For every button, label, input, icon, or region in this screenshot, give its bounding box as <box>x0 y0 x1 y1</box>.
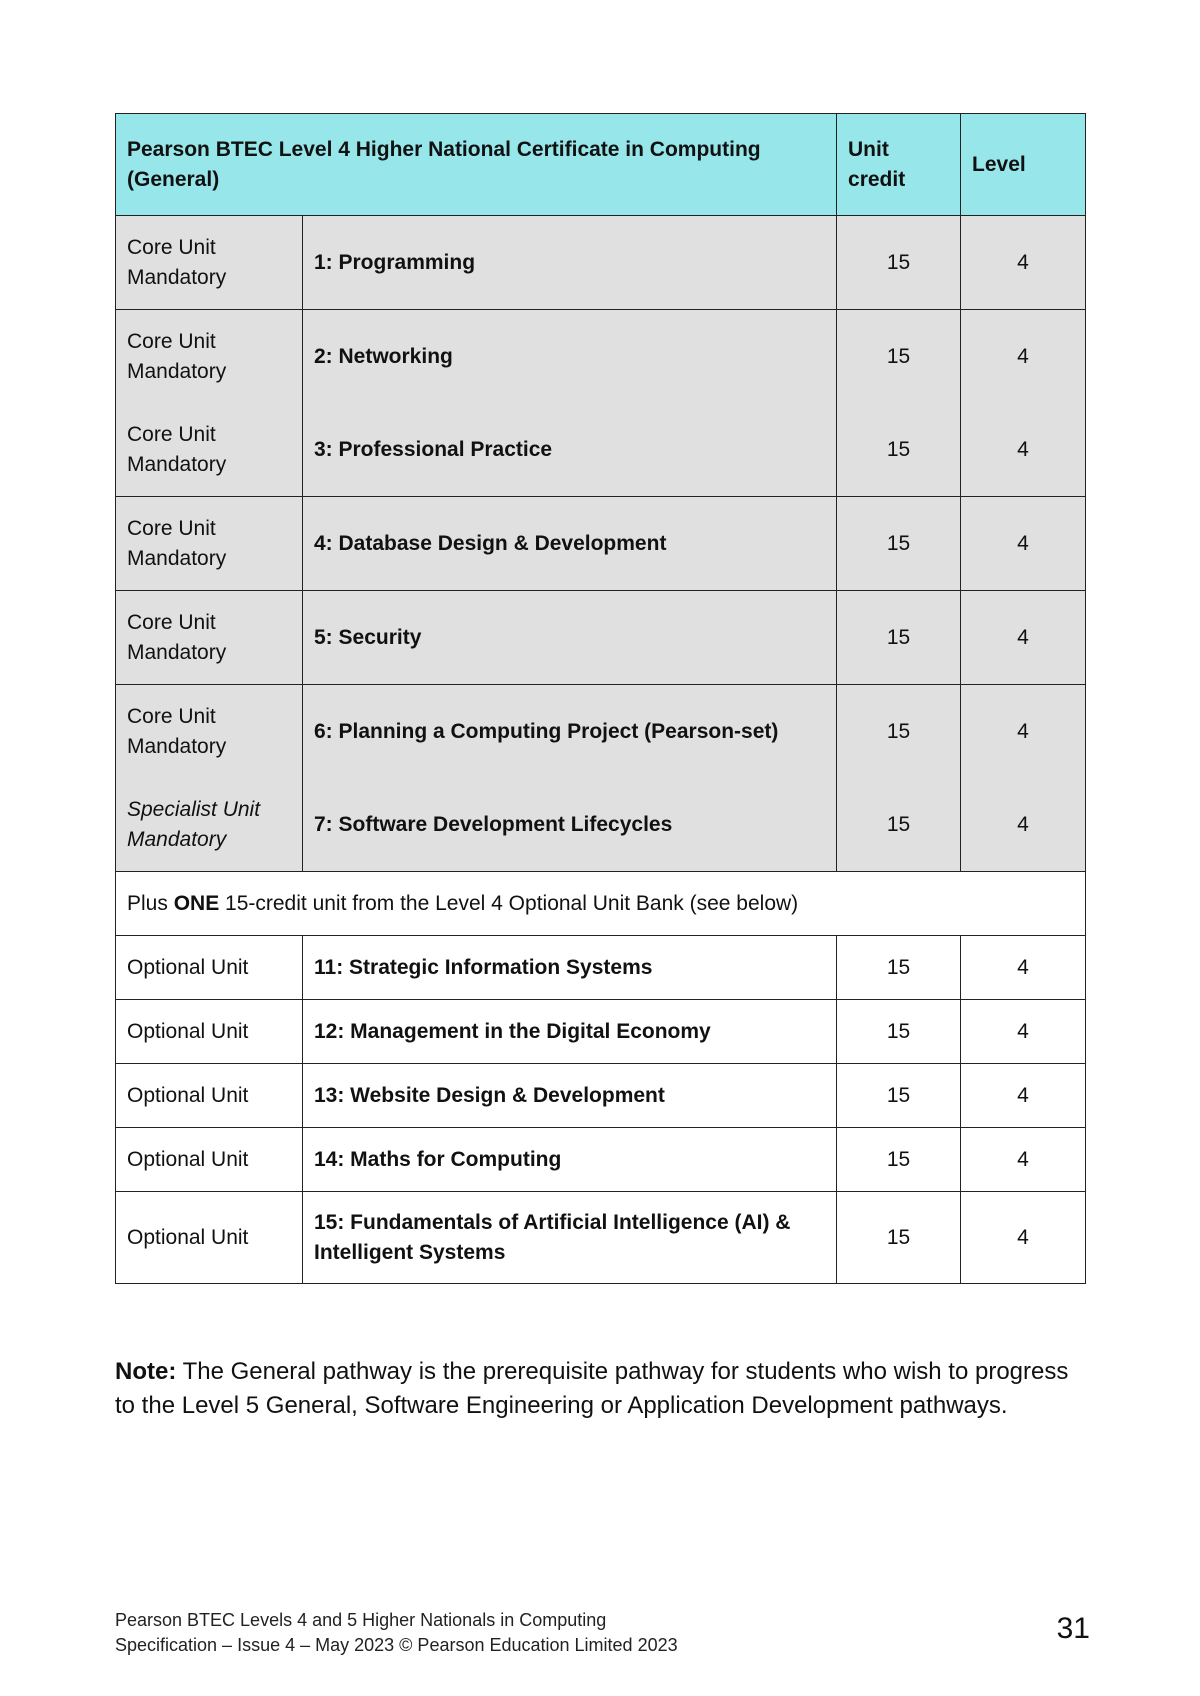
unit-level: 4 <box>961 1000 1086 1064</box>
unit-level: 4 <box>961 591 1086 685</box>
page-number: 31 <box>1056 1612 1090 1645</box>
unit-credit: 15 <box>837 1064 961 1128</box>
unit-name: 1: Programming <box>303 216 837 310</box>
unit-name: 15: Fundamentals of Artificial Intelligence (AI) & Intelligent Systems <box>303 1192 837 1284</box>
table-row <box>116 1128 1086 1192</box>
unit-category: Core Unit Mandatory <box>116 310 303 404</box>
table-row <box>116 591 1086 685</box>
unit-level: 4 <box>961 403 1086 497</box>
unit-level: 4 <box>961 1192 1086 1284</box>
unit-name: 2: Networking <box>303 310 837 404</box>
plus-suffix: 15-credit unit from the Level 4 Optional Unit Bank (see below) <box>219 891 799 915</box>
page-footer <box>115 1608 678 1658</box>
unit-level: 4 <box>961 1128 1086 1192</box>
unit-name: 7: Software Development Lifecycles <box>303 778 837 872</box>
unit-level: 4 <box>961 310 1086 404</box>
unit-level: 4 <box>961 497 1086 591</box>
unit-category: Optional Unit <box>116 1064 303 1128</box>
table-header-row <box>116 114 1086 216</box>
unit-credit: 15 <box>837 778 961 872</box>
unit-credit: 15 <box>837 497 961 591</box>
unit-category: Optional Unit <box>116 936 303 1000</box>
unit-name: 12: Management in the Digital Economy <box>303 1000 837 1064</box>
unit-category: Core Unit Mandatory <box>116 216 303 310</box>
footer-spec: Specification – Issue 4 – May 2023 © Pearson Education Limited 2023 <box>115 1635 678 1655</box>
unit-name: 4: Database Design & Development <box>303 497 837 591</box>
unit-category: Core Unit Mandatory <box>116 497 303 591</box>
units-table <box>115 113 1086 1284</box>
pathway-note <box>115 1355 1075 1423</box>
unit-credit-header: Unit credit <box>837 114 961 216</box>
optional-instruction <box>116 872 1086 936</box>
table-row <box>116 778 1086 872</box>
table-row <box>116 403 1086 497</box>
unit-name: 14: Maths for Computing <box>303 1128 837 1192</box>
optional-instruction-row <box>116 872 1086 936</box>
unit-level: 4 <box>961 1064 1086 1128</box>
unit-category: Core Unit Mandatory <box>116 591 303 685</box>
footer-title: Pearson BTEC Levels 4 and 5 Higher Nationals in Computing <box>115 1610 607 1630</box>
unit-credit: 15 <box>837 216 961 310</box>
unit-credit: 15 <box>837 936 961 1000</box>
unit-level: 4 <box>961 685 1086 779</box>
unit-name: 3: Professional Practice <box>303 403 837 497</box>
unit-category: Specialist Unit Mandatory <box>116 778 303 872</box>
table-row <box>116 497 1086 591</box>
qualification-title: Pearson BTEC Level 4 Higher National Certificate in Computing (General) <box>116 114 837 216</box>
note-label: Note: <box>115 1358 177 1385</box>
unit-name: 5: Security <box>303 591 837 685</box>
unit-level: 4 <box>961 778 1086 872</box>
unit-credit: 15 <box>837 403 961 497</box>
table-row <box>116 685 1086 779</box>
table-row <box>116 936 1086 1000</box>
unit-category: Optional Unit <box>116 1192 303 1284</box>
unit-category: Optional Unit <box>116 1128 303 1192</box>
unit-credit: 15 <box>837 1000 961 1064</box>
unit-credit: 15 <box>837 591 961 685</box>
table-row <box>116 216 1086 310</box>
unit-category: Core Unit Mandatory <box>116 403 303 497</box>
unit-level: 4 <box>961 936 1086 1000</box>
note-text: The General pathway is the prerequisite pathway for students who wish to progress to the Level 5 General, Software Engineering or Application Development pathways. <box>115 1358 1069 1419</box>
unit-category: Optional Unit <box>116 1000 303 1064</box>
plus-prefix: Plus <box>127 891 174 915</box>
plus-emphasis: ONE <box>173 891 220 915</box>
unit-level: 4 <box>961 216 1086 310</box>
table-row <box>116 310 1086 404</box>
unit-name: 11: Strategic Information Systems <box>303 936 837 1000</box>
table-row <box>116 1192 1086 1284</box>
table-row <box>116 1000 1086 1064</box>
unit-credit: 15 <box>837 685 961 779</box>
unit-name: 13: Website Design & Development <box>303 1064 837 1128</box>
unit-name: 6: Planning a Computing Project (Pearson-set) <box>303 685 837 779</box>
unit-category: Core Unit Mandatory <box>116 685 303 779</box>
level-header: Level <box>961 114 1086 216</box>
unit-credit: 15 <box>837 1128 961 1192</box>
unit-credit: 15 <box>837 1192 961 1284</box>
table-row <box>116 1064 1086 1128</box>
unit-credit: 15 <box>837 310 961 404</box>
